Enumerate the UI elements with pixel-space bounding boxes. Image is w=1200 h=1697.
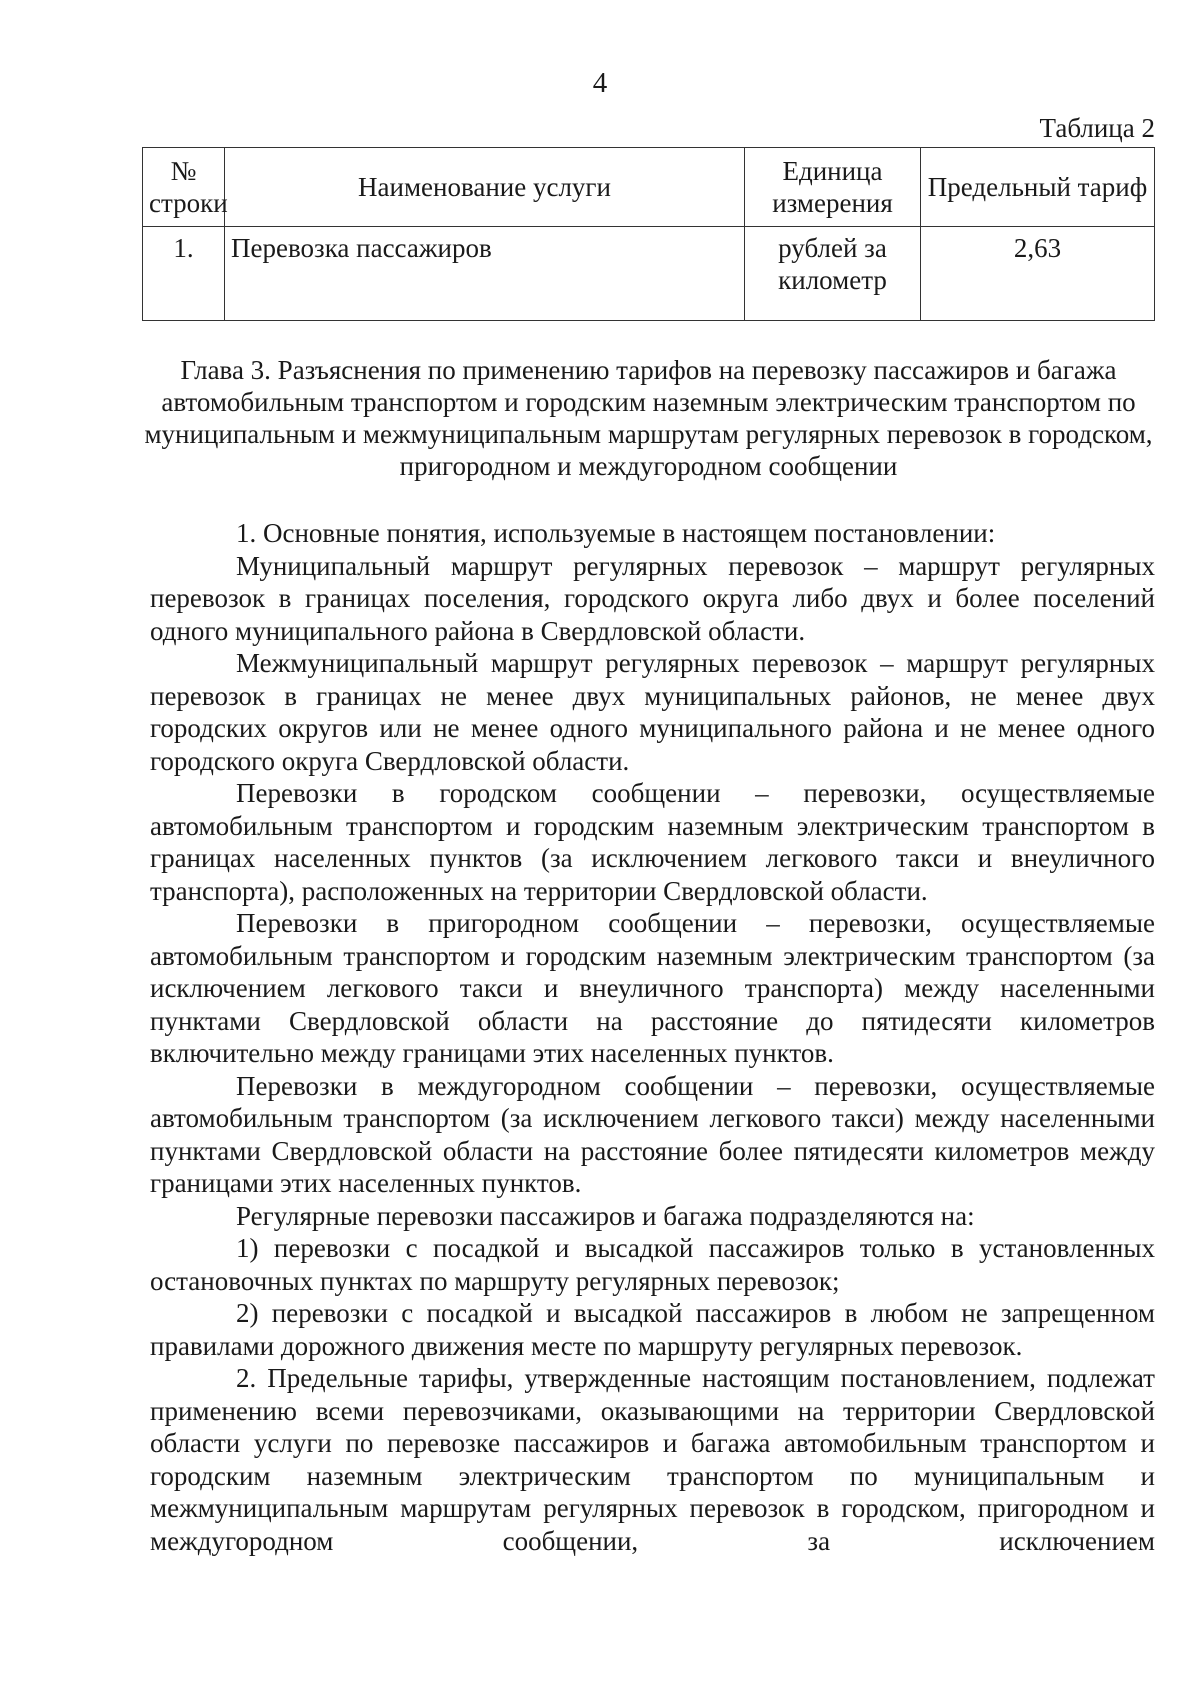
table-header-row <box>143 148 1155 227</box>
table-label: Таблица 2 <box>1039 113 1155 143</box>
paragraph: Перевозки в пригородном сообщении – перевозки, осуществляемые автомобильным транспортом и городским наземным электрическим транспортом (за исключением легкового такси и внеуличного транспорта) между населенными пунктами Свердловской области на расстояние до пятидесяти километров включительно между границами этих населенных пунктов. <box>150 908 1155 1068</box>
cell-row-number: 1. <box>143 227 225 321</box>
chapter-title: Глава 3. Разъяснения по применению тарифов на перевозку пассажиров и багажа автомобильным транспортом и городским наземным электрическим транспортом по муниципальным и межмуниципальным маршрутам регулярных перевозок в городском, пригородном и междугородном сообщении <box>144 355 1153 481</box>
paragraph: Муниципальный маршрут регулярных перевозок – маршрут регулярных перевозок в границах поселения, городского округа либо двух и более поселений одного муниципального района в Свердловской области. <box>150 550 1155 646</box>
paragraph: Межмуниципальный маршрут регулярных перевозок – маршрут регулярных перевозок в границах не менее двух муниципальных районов, не менее двух городских округов или не менее одного муниципального района и не менее одного городского округа Свердловской области. <box>150 648 1155 776</box>
header-max-tariff: Предельный тариф <box>921 148 1155 227</box>
paragraph: Перевозки в городском сообщении – перевозки, осуществляемые автомобильным транспортом и городским наземным электрическим транспортом в границах населенных пунктов (за исключением легкового такси и внеуличного транспорта), расположенных на территории Свердловской области. <box>150 778 1155 906</box>
paragraph: 2. Предельные тарифы, утвержденные настоящим постановлением, подлежат применению всеми перевозчиками, оказывающими на территории Свердловской области услуги по перевозке пассажиров и багажа автомобильным транспортом и городским наземным электрическим транспортом по муниципальным и межмуниципальным маршрутам регулярных перевозок в городском, пригородном и междугородном сообщении, за исключением <box>150 1363 1155 1556</box>
tariff-table <box>142 147 1155 321</box>
paragraph: Перевозки в междугородном сообщении – перевозки, осуществляемые автомобильным транспортом (за исключением легкового такси) между населенными пунктами Свердловской области на расстояние более пятидесяти километров между границами этих населенных пунктов. <box>150 1070 1155 1198</box>
paragraph: 2) перевозки с посадкой и высадкой пассажиров в любом не запрещенном правилами дорожного движения месте по маршруту регулярных перевозок. <box>150 1298 1155 1361</box>
page-number: 4 <box>592 67 608 99</box>
header-row-number: № строки <box>143 148 225 227</box>
cell-unit: рублей за километр <box>745 227 921 321</box>
body-text <box>150 517 1155 1557</box>
header-service-name: Наименование услуги <box>225 148 745 227</box>
cell-max-tariff: 2,63 <box>921 227 1155 321</box>
header-unit: Единица измерения <box>745 148 921 227</box>
paragraph: Регулярные перевозки пассажиров и багажа подразделяются на: <box>236 1200 975 1231</box>
cell-service-name: Перевозка пассажиров <box>225 227 745 321</box>
paragraph: 1. Основные понятия, используемые в настоящем постановлении: <box>236 518 996 548</box>
paragraph: 1) перевозки с посадкой и высадкой пассажиров только в установленных остановочных пунктах по маршруту регулярных перевозок; <box>150 1233 1155 1296</box>
table-row <box>143 227 1155 321</box>
